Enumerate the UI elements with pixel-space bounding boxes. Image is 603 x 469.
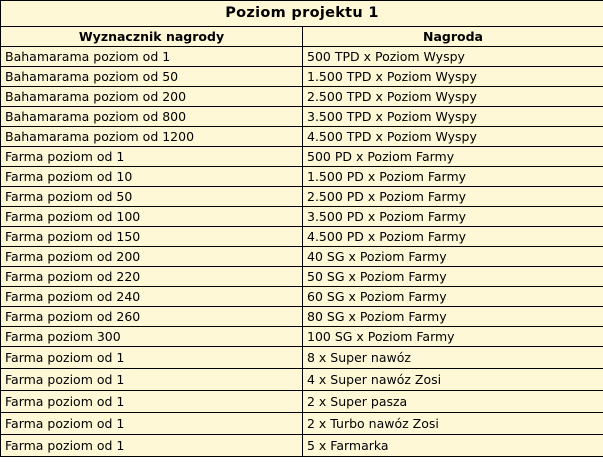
table-header-row — [1, 27, 603, 47]
cell-reward: 40 SG x Poziom Farmy — [303, 247, 603, 267]
table-title: Poziom projektu 1 — [1, 1, 603, 27]
table-row — [1, 391, 603, 413]
cell-determinant: Farma poziom od 1 — [1, 413, 303, 435]
table-row — [1, 435, 603, 457]
cell-determinant: Farma poziom od 100 — [1, 207, 303, 227]
cell-reward: 5 x Farmarka — [303, 435, 603, 457]
cell-reward: 8 x Super nawóz — [303, 347, 603, 369]
table-row — [1, 67, 603, 87]
cell-determinant: Bahamarama poziom od 200 — [1, 87, 303, 107]
cell-determinant: Farma poziom od 220 — [1, 267, 303, 287]
table-row — [1, 127, 603, 147]
table-row — [1, 187, 603, 207]
cell-determinant: Bahamarama poziom od 1 — [1, 47, 303, 67]
cell-determinant: Farma poziom od 1 — [1, 347, 303, 369]
table-row — [1, 287, 603, 307]
cell-determinant: Bahamarama poziom od 800 — [1, 107, 303, 127]
table-row — [1, 327, 603, 347]
table-title-row — [1, 1, 603, 27]
table-row — [1, 207, 603, 227]
cell-reward: 4.500 PD x Poziom Farmy — [303, 227, 603, 247]
table-row — [1, 87, 603, 107]
cell-reward: 2.500 TPD x Poziom Wyspy — [303, 87, 603, 107]
cell-determinant: Farma poziom od 260 — [1, 307, 303, 327]
cell-determinant: Farma poziom od 1 — [1, 369, 303, 391]
cell-determinant: Farma poziom od 200 — [1, 247, 303, 267]
table-row — [1, 307, 603, 327]
cell-reward: 2 x Super pasza — [303, 391, 603, 413]
cell-determinant: Farma poziom od 1 — [1, 435, 303, 457]
cell-reward: 4.500 TPD x Poziom Wyspy — [303, 127, 603, 147]
cell-determinant: Farma poziom od 10 — [1, 167, 303, 187]
cell-determinant: Bahamarama poziom od 1200 — [1, 127, 303, 147]
table-row — [1, 267, 603, 287]
table-row — [1, 347, 603, 369]
table-row — [1, 369, 603, 391]
column-header-reward: Nagroda — [303, 27, 603, 47]
cell-reward: 4 x Super nawóz Zosi — [303, 369, 603, 391]
cell-determinant: Farma poziom od 150 — [1, 227, 303, 247]
cell-reward: 2.500 PD x Poziom Farmy — [303, 187, 603, 207]
cell-reward: 500 PD x Poziom Farmy — [303, 147, 603, 167]
cell-determinant: Farma poziom od 1 — [1, 147, 303, 167]
cell-reward: 1.500 PD x Poziom Farmy — [303, 167, 603, 187]
table-row — [1, 107, 603, 127]
cell-determinant: Farma poziom od 1 — [1, 391, 303, 413]
cell-reward: 60 SG x Poziom Farmy — [303, 287, 603, 307]
cell-reward: 50 SG x Poziom Farmy — [303, 267, 603, 287]
cell-determinant: Bahamarama poziom od 50 — [1, 67, 303, 87]
table-row — [1, 147, 603, 167]
table-row — [1, 413, 603, 435]
cell-reward: 500 TPD x Poziom Wyspy — [303, 47, 603, 67]
table-body — [1, 47, 603, 457]
cell-determinant: Farma poziom od 240 — [1, 287, 303, 307]
cell-reward: 3.500 TPD x Poziom Wyspy — [303, 107, 603, 127]
column-header-determinant: Wyznacznik nagrody — [1, 27, 303, 47]
table-row — [1, 167, 603, 187]
cell-determinant: Farma poziom od 50 — [1, 187, 303, 207]
cell-reward: 1.500 TPD x Poziom Wyspy — [303, 67, 603, 87]
table-row — [1, 227, 603, 247]
cell-reward: 80 SG x Poziom Farmy — [303, 307, 603, 327]
cell-reward: 3.500 PD x Poziom Farmy — [303, 207, 603, 227]
table-row — [1, 247, 603, 267]
cell-reward: 100 SG x Poziom Farmy — [303, 327, 603, 347]
cell-determinant: Farma poziom 300 — [1, 327, 303, 347]
cell-reward: 2 x Turbo nawóz Zosi — [303, 413, 603, 435]
table-row — [1, 47, 603, 67]
